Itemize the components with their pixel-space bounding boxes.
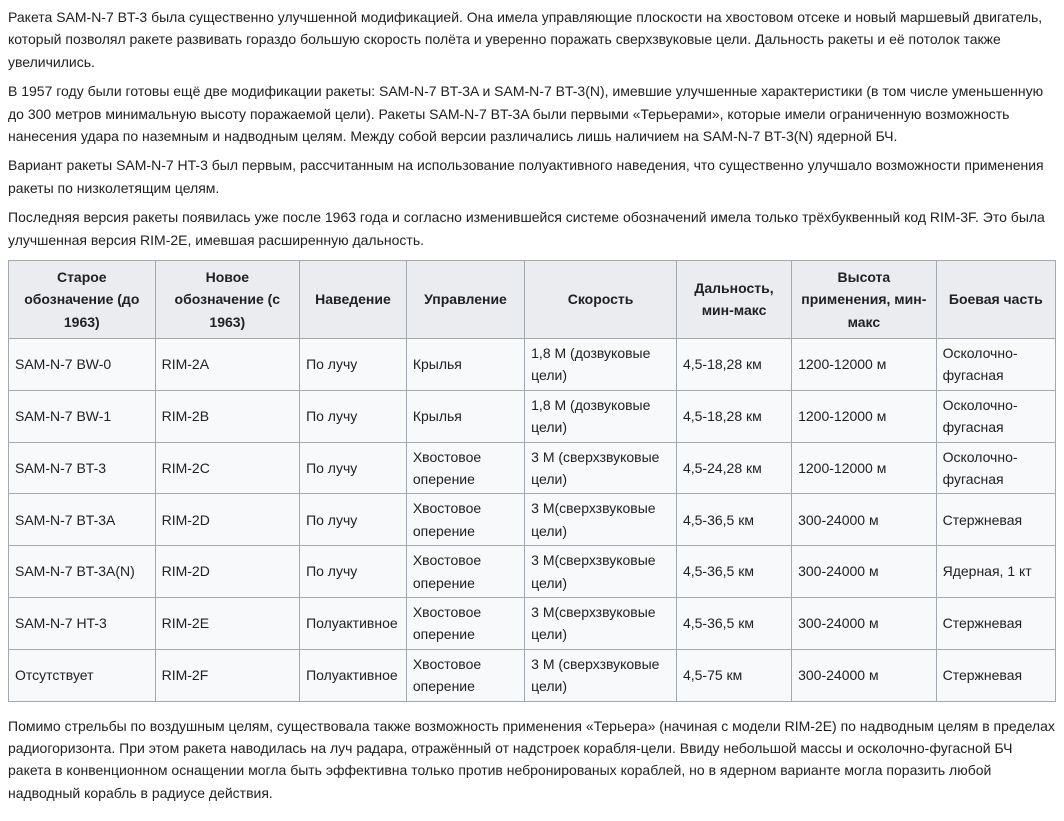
header-range: Дальность, мин-макс <box>676 260 791 338</box>
missile-versions-table <box>8 260 1056 702</box>
table-row <box>9 649 1056 701</box>
header-speed: Скорость <box>525 260 677 338</box>
table-cell: 4,5-36,5 км <box>676 494 791 546</box>
table-row <box>9 390 1056 442</box>
table-cell: 1200-12000 м <box>792 442 936 494</box>
table-cell: 1200-12000 м <box>792 339 936 391</box>
table-cell: SAM-N-7 BW-1 <box>9 390 156 442</box>
table-cell: 3 М(сверхзвуковые цели) <box>525 546 677 598</box>
table-cell: 3 М(сверхзвуковые цели) <box>525 597 677 649</box>
table-cell: По лучу <box>300 546 407 598</box>
table-cell: По лучу <box>300 339 407 391</box>
table-row <box>9 442 1056 494</box>
paragraph-last-version: Последняя версия ракеты появилась уже после 1963 года и согласно изменившейся системе обозначений имела только трёхбуквенный код RIM-3F. Это была улучшенная версия RIM-2E, имевшая расширенную дальность. <box>8 209 1045 248</box>
header-old-designation: Старое обозначение (до 1963) <box>9 260 156 338</box>
table-cell: Крылья <box>406 339 524 391</box>
table-row <box>9 597 1056 649</box>
table-cell: 3 М (сверхзвуковые цели) <box>525 442 677 494</box>
table-cell: 1200-12000 м <box>792 390 936 442</box>
table-cell: Хвостовое оперение <box>406 597 524 649</box>
table-cell: Хвостовое оперение <box>406 546 524 598</box>
table-cell: SAM-N-7 HT-3 <box>9 597 156 649</box>
table-cell: RIM-2B <box>155 390 299 442</box>
table-cell: 4,5-75 км <box>676 649 791 701</box>
table-cell: Крылья <box>406 390 524 442</box>
table-body <box>9 339 1056 701</box>
paragraph-missile-bt3: Ракета SAM-N-7 BT-3 была существенно улучшенной модификацией. Она имела управляющие плоскости на хвостовом отсеке и новый маршевый двигатель, который позволял ракете развивать гораздо большую скорость полёта и уверенно поражать сверхзвуковые цели. Дальность ракеты и её потолок также увеличились. <box>8 9 1043 70</box>
table-cell: SAM-N-7 BW-0 <box>9 339 156 391</box>
table-cell: RIM-2D <box>155 546 299 598</box>
table-cell: 4,5-24,28 км <box>676 442 791 494</box>
table-cell: Хвостовое оперение <box>406 649 524 701</box>
header-guidance: Наведение <box>300 260 407 338</box>
table-cell: Отсутствует <box>9 649 156 701</box>
table-cell: SAM-N-7 BT-3 <box>9 442 156 494</box>
table-cell: 300-24000 м <box>792 494 936 546</box>
paragraph-surface-targets: Помимо стрельбы по воздушным целям, существовала также возможность применения «Терьера» (начиная с модели RIM-2E) по надводным целям в пределах радиогоризонта. При этом ракета наводилась на луч радара, отражённый от надстроек корабля-цели. Ввиду небольшой массы и осколочно-фугасной БЧ ракета в конвенционном оснащении могла быть эффективна только против небронированых кораблей, но в ядерном варианте могла поразить любой надводный корабль в радиусе действия. <box>8 717 1055 801</box>
table-header <box>9 260 1056 338</box>
table-cell: По лучу <box>300 390 407 442</box>
table-cell: 1,8 М (дозвуковые цели) <box>525 339 677 391</box>
table-cell: RIM-2D <box>155 494 299 546</box>
table-cell: 4,5-36,5 км <box>676 546 791 598</box>
table-cell: Стержневая <box>936 597 1055 649</box>
table-cell: 4,5-36,5 км <box>676 597 791 649</box>
table-cell: Осколочно-фугасная <box>936 339 1055 391</box>
table-cell: Хвостовое оперение <box>406 442 524 494</box>
table-cell: RIM-2F <box>155 649 299 701</box>
header-warhead: Боевая часть <box>936 260 1055 338</box>
table-row <box>9 546 1056 598</box>
table-cell: Полуактивное <box>300 649 407 701</box>
table-cell: По лучу <box>300 494 407 546</box>
table-cell: Стержневая <box>936 494 1055 546</box>
table-cell: 300-24000 м <box>792 649 936 701</box>
table-cell: 4,5-18,28 км <box>676 339 791 391</box>
table-row <box>9 494 1056 546</box>
table-row <box>9 339 1056 391</box>
header-control: Управление <box>406 260 524 338</box>
paragraph-1957-modifications: В 1957 году были готовы ещё две модификации ракеты: SAM-N-7 BT-3A и SAM-N-7 BT-3(N), имевшие улучшенные характеристики (в том числе уменьшенную до 300 метров минимальную высоту поражаемой цели). Ракеты SAM-N-7 BT-3A были первыми «Терьерами», которые имели ограниченную возможность нанесения удара по наземным и надводным целям. Между собой версии различались лишь наличием на SAM-N-7 BT-3(N) ядерной БЧ. <box>8 83 1044 144</box>
table-cell: 300-24000 м <box>792 546 936 598</box>
table-cell: Стержневая <box>936 649 1055 701</box>
header-altitude: Высота применения, мин-макс <box>792 260 936 338</box>
table-cell: SAM-N-7 BT-3A(N) <box>9 546 156 598</box>
table-cell: Ядерная, 1 кт <box>936 546 1055 598</box>
table-cell: Хвостовое оперение <box>406 494 524 546</box>
table-cell: 3 М(сверхзвуковые цели) <box>525 494 677 546</box>
table-cell: SAM-N-7 BT-3A <box>9 494 156 546</box>
table-cell: RIM-2A <box>155 339 299 391</box>
table-cell: RIM-2C <box>155 442 299 494</box>
table-cell: Полуактивное <box>300 597 407 649</box>
table-cell: 1,8 М (дозвуковые цели) <box>525 390 677 442</box>
table-header-row <box>9 260 1056 338</box>
table-cell: 3 М (сверхзвуковые цели) <box>525 649 677 701</box>
header-new-designation: Новое обозначение (с 1963) <box>155 260 299 338</box>
table-cell: Осколочно-фугасная <box>936 390 1055 442</box>
table-cell: 300-24000 м <box>792 597 936 649</box>
table-cell: По лучу <box>300 442 407 494</box>
table-cell: 4,5-18,28 км <box>676 390 791 442</box>
table-cell: RIM-2E <box>155 597 299 649</box>
paragraph-ht3-variant: Вариант ракеты SAM-N-7 HT-3 был первым, рассчитанным на использование полуактивного наведения, что существенно улучшало возможности применения ракеты по низколетящим целям. <box>8 157 1044 196</box>
table-cell: Осколочно-фугасная <box>936 442 1055 494</box>
